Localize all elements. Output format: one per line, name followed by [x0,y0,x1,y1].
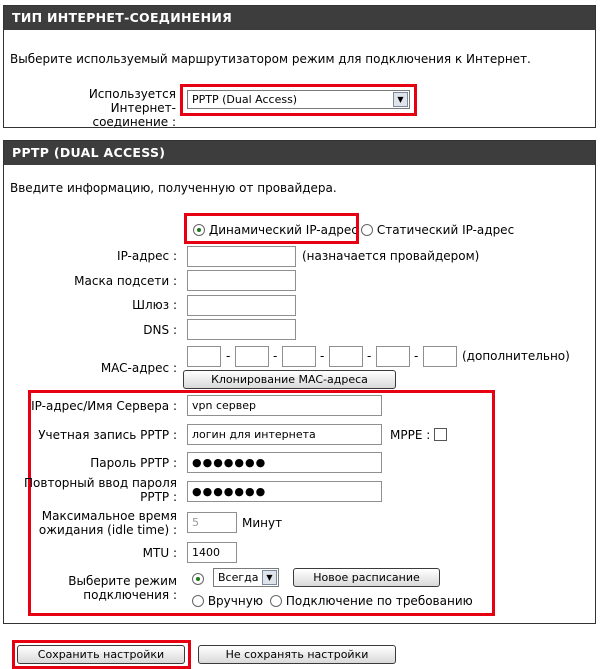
dns-input[interactable] [187,319,296,340]
server-input[interactable] [187,395,382,416]
idle-label: Максимальное время ожидания (idle time) : [38,509,177,537]
section1-description: Выберите используемый маршрутизатором режим для подключения к Интернет. [10,52,531,66]
idle-time-input[interactable] [187,512,237,533]
radio-static-ip-input[interactable] [361,224,373,236]
mode-always-radio[interactable] [192,573,204,585]
mode-manual[interactable]: Вручную [192,594,263,608]
radio-static-ip[interactable]: Статический IP-адрес [361,223,514,237]
section-header: ТИП ИНТЕРНЕТ-СОЕДИНЕНИЯ [4,6,595,30]
new-schedule-button[interactable]: Новое расписание [293,568,440,587]
highlight-save-button [12,640,191,669]
highlight-dynamic-ip [184,213,359,244]
ip-hint: (назначается провайдером) [302,249,480,263]
dont-save-button[interactable]: Не сохранять настройки [198,645,396,664]
mac-label: MAC-адрес : [100,361,177,375]
mtu-input[interactable] [187,542,237,563]
save-button[interactable]: Сохранить настройки [17,645,185,664]
account-input[interactable] [187,424,382,445]
radio-dynamic-ip[interactable]: Динамический IP-адрес [193,223,358,237]
mode-manual-radio[interactable] [192,595,204,607]
schedule-select[interactable]: Всегда ▼ [213,568,279,587]
section-header: PPTP (DUAL ACCESS) [4,141,595,165]
account-label: Учетная запись PPTP : [38,428,177,442]
mtu-label: MTU : [142,546,177,560]
ip-label: IP-адрес : [117,249,177,263]
mac-octet-6[interactable] [423,346,457,367]
section2-description: Введите информацию, полученную от провайдера. [10,181,337,195]
chevron-down-icon[interactable]: ▼ [393,92,408,107]
mode-label: Выберите режим подключения : [68,574,177,602]
mac-octet-1[interactable] [187,346,221,367]
password2-label: Повторный ввод пароля PPTP : [24,476,177,504]
gateway-input[interactable] [187,295,296,316]
gateway-label: Шлюз : [132,298,177,312]
mac-octet-4[interactable] [329,346,363,367]
dns-label: DNS : [143,323,177,337]
mppe-label: MPPE : [390,428,431,442]
mode-on-demand-radio[interactable] [270,595,282,607]
password2-input[interactable] [187,481,382,502]
mac-octet-5[interactable] [376,346,410,367]
mac-octet-3[interactable] [282,346,316,367]
mac-hint: (дополнительно) [462,349,570,363]
mppe-checkbox[interactable] [434,428,447,441]
highlight-connection-type [180,84,417,116]
mask-label: Маска подсети : [74,274,177,288]
ip-input[interactable] [187,246,296,267]
connection-type-label: Используется Интернет- соединение : [88,87,176,129]
password-label: Пароль PPTP : [90,456,177,470]
server-label: IP-адрес/Имя Сервера : [31,399,177,413]
mask-input[interactable] [187,270,296,291]
password-input[interactable] [187,452,382,473]
connection-type-select[interactable]: PPTP (Dual Access) ▼ [187,90,410,109]
mode-on-demand[interactable]: Подключение по требованию [270,594,473,608]
idle-unit: Минут [242,516,283,530]
mac-octet-2[interactable] [235,346,269,367]
clone-mac-button[interactable]: Клонирование MAC-адреса [183,370,396,389]
chevron-down-icon[interactable]: ▼ [262,570,277,585]
